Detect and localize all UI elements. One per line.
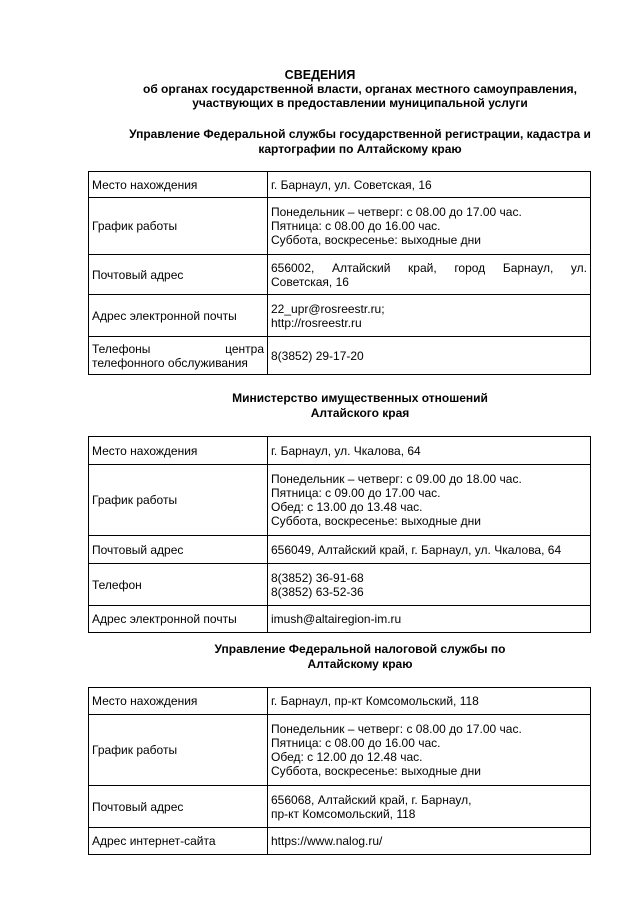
schedule-value (268, 198, 591, 255)
tax-heading-line-1: Управление Федеральной налоговой службы по (214, 642, 506, 656)
location-value: г. Барнаул, ул. Чкалова, 64 (268, 437, 591, 465)
phone-label: Телефон (89, 564, 268, 606)
document-title: СВЕДЕНИЯ (284, 68, 356, 82)
table-row (89, 198, 591, 255)
subtitle-line-2: участвующих в предоставлении муниципальной услуги (192, 96, 528, 110)
postal-line-1: 656068, Алтайский край, г. Барнаул, (271, 792, 472, 807)
table-row (89, 688, 591, 715)
phone-label-line-1: Телефоны центра (92, 341, 264, 356)
schedule-line: Обед: с 13.00 до 13.48 час. (271, 500, 423, 514)
phone-label-line-2: телефонного обслуживания (92, 355, 248, 370)
website-link[interactable]: http://rosreestr.ru (271, 315, 362, 330)
location-label: Место нахождения (89, 437, 268, 465)
table-row (89, 606, 591, 633)
postal-line-2: Советская, 16 (271, 274, 349, 289)
schedule-line: Обед: с 12.00 до 12.48 час. (271, 750, 423, 764)
postal-value: 656049, Алтайский край, г. Барнаул, ул. Чкалова, 64 (268, 536, 591, 564)
ministry-heading-line-1: Министерство имущественных отношений (232, 391, 488, 405)
table-row (89, 786, 591, 828)
tax-heading (150, 642, 570, 671)
rosreestr-heading (100, 127, 620, 156)
location-value: г. Барнаул, ул. Советская, 16 (268, 172, 591, 198)
table-row (89, 828, 591, 855)
phone-value (268, 564, 591, 606)
schedule-line: Суббота, воскресенье: выходные дни (271, 233, 481, 247)
table-row (89, 437, 591, 465)
subtitle-line-1: об органах государственной власти, органах местного самоуправления, (142, 82, 578, 96)
postal-line-1: 656002, Алтайский край, город Барнаул, ул. (271, 260, 587, 275)
email-value[interactable]: imush@altairegion-im.ru (268, 606, 591, 633)
email-label: Адрес электронной почты (89, 295, 268, 337)
document-subtitle (110, 82, 610, 110)
schedule-line: Суббота, воскресенье: выходные дни (271, 514, 481, 528)
schedule-line: Пятница: с 08.00 до 16.00 час. (271, 736, 441, 750)
email-link[interactable]: 22_upr@rosreestr.ru; (271, 301, 385, 316)
phone-value: 8(3852) 29-17-20 (268, 337, 591, 375)
schedule-line: Пятница: с 08.00 до 16.00 час. (271, 219, 441, 233)
email-value (268, 295, 591, 337)
tax-heading-line-2: Алтайскому краю (307, 656, 413, 671)
schedule-value (268, 465, 591, 536)
email-label: Адрес электронной почты (89, 606, 268, 633)
rosreestr-heading-line-1: Управление Федеральной службы государственной регистрации, кадастра и (129, 127, 591, 141)
table-row (89, 255, 591, 295)
postal-value (268, 786, 591, 828)
postal-value (268, 255, 591, 295)
schedule-line: Понедельник – четверг: с 08.00 до 17.00 час. (271, 722, 522, 736)
tax-table (88, 687, 591, 855)
location-value: г. Барнаул, пр-кт Комсомольский, 118 (268, 688, 591, 715)
schedule-line: Понедельник – четверг: с 08.00 до 17.00 час. (271, 205, 522, 219)
table-row (89, 564, 591, 606)
table-row (89, 715, 591, 786)
schedule-label: График работы (89, 715, 268, 786)
schedule-line: Пятница: с 09.00 до 17.00 час. (271, 486, 441, 500)
schedule-label: График работы (89, 465, 268, 536)
table-row (89, 295, 591, 337)
postal-line-2: пр-кт Комсомольский, 118 (271, 806, 416, 821)
postal-label: Почтовый адрес (89, 255, 268, 295)
schedule-line: Понедельник – четверг: с 09.00 до 18.00 час. (271, 472, 522, 486)
rosreestr-heading-line-2: картографии по Алтайскому краю (258, 141, 462, 156)
phone-label (89, 337, 268, 375)
table-row (89, 465, 591, 536)
website-value[interactable]: https://www.nalog.ru/ (268, 828, 591, 855)
postal-label: Почтовый адрес (89, 536, 268, 564)
website-label: Адрес интернет-сайта (89, 828, 268, 855)
rosreestr-table (88, 171, 591, 375)
phone-number: 8(3852) 63-52-36 (271, 584, 364, 599)
postal-label: Почтовый адрес (89, 786, 268, 828)
ministry-heading (150, 391, 570, 420)
schedule-label: График работы (89, 198, 268, 255)
ministry-table (88, 436, 591, 633)
schedule-line: Суббота, воскресенье: выходные дни (271, 764, 481, 778)
schedule-value (268, 715, 591, 786)
table-row (89, 337, 591, 375)
ministry-heading-line-2: Алтайского края (310, 405, 410, 420)
location-label: Место нахождения (89, 688, 268, 715)
table-row (89, 172, 591, 198)
table-row (89, 536, 591, 564)
location-label: Место нахождения (89, 172, 268, 198)
phone-number: 8(3852) 36-91-68 (271, 570, 364, 585)
